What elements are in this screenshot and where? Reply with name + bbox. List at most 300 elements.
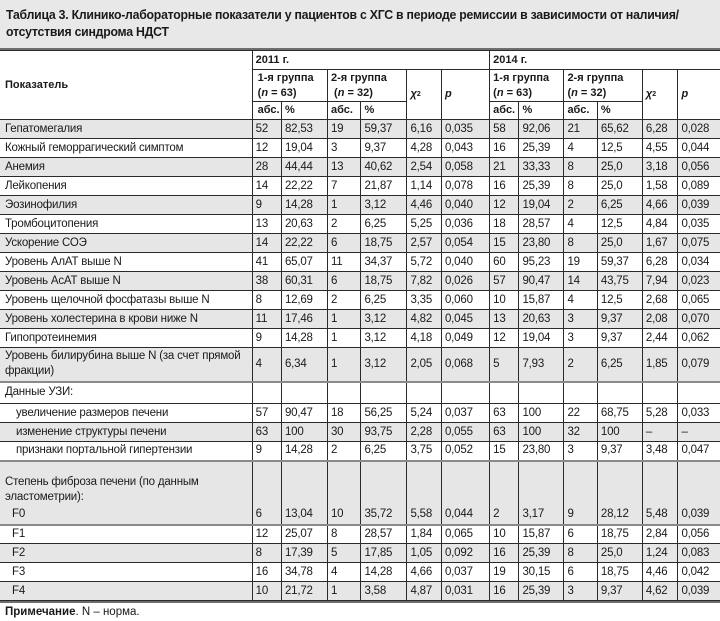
row-label: Уровень билирубина выше N (за счет прямой фракции) [0,348,252,382]
cell-chi2-2014: 4,55 [642,139,678,158]
cell-pct-2014-group1: 25,39 [519,544,564,563]
cell-pct-2011-group1: 19,04 [281,139,327,158]
cell-p-2011 [441,382,489,404]
cell-p-2014: 0,034 [678,253,720,272]
cell-abs-2011-group1: 41 [252,253,281,272]
cell-abs-2011-group1: 10 [252,582,281,601]
cell-pct-2011-group2: 17,85 [361,544,407,563]
cell-chi2-2011: 5,72 [407,253,442,272]
cell-chi2-2011 [407,382,442,404]
cell-p-2011: 0,078 [441,177,489,196]
cell-p-2011: 0,045 [441,310,489,329]
cell-pct-2011-group2: 59,37 [361,120,407,139]
group2-n: (n = 32) [334,86,373,99]
cell-abs-2014-group1: 19 [490,563,519,582]
cell-pct-2011-group1: 14,28 [281,329,327,348]
cell-pct-2011-group2: 6,25 [361,442,407,461]
cell-abs-2014-group1: 16 [490,582,519,601]
cell-pct-2011-group2 [361,382,407,404]
cell-pct-2014-group1: 33,33 [519,158,564,177]
row-label: увеличение размеров печени [0,404,252,423]
cell-abs-2014-group1: 63 [490,404,519,423]
cell-abs-2011-group2: 19 [327,120,360,139]
cell-pct-2011-group1: 14,28 [281,442,327,461]
table-row [0,139,720,158]
cell-p-2014: 0,044 [678,139,720,158]
abs-header: абс. [327,102,360,120]
table-header [0,51,720,120]
cell-pct-2011-group2: 34,37 [361,253,407,272]
table-row [0,272,720,291]
cell-chi2-2011: 2,28 [407,423,442,442]
cell-chi2-2014: 4,62 [642,582,678,601]
note-text: . N – норма. [75,606,140,618]
cell-abs-2011-group1 [252,382,281,404]
cell-pct-2014-group2: 68,75 [597,404,642,423]
cell-chi2-2011: 4,87 [407,582,442,601]
table-row [0,177,720,196]
cell-pct-2014-group2: 59,37 [597,253,642,272]
cell-chi2-2011: 5,25 [407,215,442,234]
cell-abs-2014-group2: 6 [564,525,597,544]
cell-p-2014: 0,039 [678,196,720,215]
cell-chi2-2011: 6,16 [407,120,442,139]
cell-pct-2014-group1: 25,39 [519,582,564,601]
row-label: Ускорение СОЭ [0,234,252,253]
cell-pct-2014-group2: 12,5 [597,291,642,310]
cell-abs-2011-group2: 1 [327,329,360,348]
cell-chi2-2014 [642,382,678,404]
cell-chi2-2014: 4,46 [642,563,678,582]
row-label: признаки портальной гипертензии [0,442,252,461]
cell-abs-2011-group2: 2 [327,442,360,461]
cell-p-2011: 0,031 [441,582,489,601]
cell-pct-2011-group1: 17,46 [281,310,327,329]
cell-value: 6 [252,461,281,525]
cell-value: 5,58 [407,461,442,525]
cell-chi2-2014: 5,28 [642,404,678,423]
cell-value: 5,48 [642,461,678,525]
cell-abs-2011-group1: 12 [252,525,281,544]
cell-abs-2014-group1: 63 [490,423,519,442]
cell-pct-2014-group2: 9,37 [597,310,642,329]
cell-pct-2011-group2: 3,12 [361,310,407,329]
cell-abs-2011-group2: 5 [327,544,360,563]
cell-abs-2011-group1: 52 [252,120,281,139]
cell-chi2-2011: 2,54 [407,158,442,177]
chi2-2011-header [407,70,442,120]
cell-chi2-2011: 5,24 [407,404,442,423]
cell-abs-2014-group2: 14 [564,272,597,291]
table-row [0,563,720,582]
cell-pct-2011-group1: 65,07 [281,253,327,272]
cell-chi2-2011: 4,46 [407,196,442,215]
cell-abs-2011-group1: 14 [252,177,281,196]
cell-pct-2011-group2: 40,62 [361,158,407,177]
cell-pct-2011-group2: 18,75 [361,234,407,253]
cell-abs-2014-group2: 3 [564,582,597,601]
p-2011-header: p [441,70,489,120]
cell-p-2011: 0,037 [441,563,489,582]
row-label: Данные УЗИ: [0,382,252,404]
cell-abs-2011-group1: 57 [252,404,281,423]
cell-abs-2011-group1: 13 [252,215,281,234]
table-title: Таблица 3. Клинико-лабораторные показатели у пациентов с ХГС в периоде ремиссии в зависимости от наличия/отсутствия синдрома НДСТ [6,7,679,39]
cell-pct-2014-group2: 43,75 [597,272,642,291]
cell-abs-2014-group1: 10 [490,291,519,310]
cell-value: 35,72 [361,461,407,525]
cell-p-2014: 0,089 [678,177,720,196]
chi2-symbol: χ [410,88,417,100]
table-row [0,291,720,310]
cell-abs-2011-group2 [327,382,360,404]
cell-pct-2014-group2 [597,382,642,404]
cell-chi2-2011: 1,05 [407,544,442,563]
cell-abs-2014-group2: 22 [564,404,597,423]
cell-p-2014: 0,028 [678,120,720,139]
group1-2014-header [490,70,564,102]
cell-pct-2011-group2: 6,25 [361,215,407,234]
row-label: Гепатомегалия [0,120,252,139]
cell-pct-2014-group1: 92,06 [519,120,564,139]
cell-p-2011: 0,040 [441,196,489,215]
cell-abs-2014-group1: 10 [490,525,519,544]
table-row [0,442,720,461]
cell-pct-2014-group1: 23,80 [519,442,564,461]
pct-header: % [361,102,407,120]
cell-abs-2014-group2: 19 [564,253,597,272]
cell-abs-2014-group1: 16 [490,544,519,563]
row-label: F2 [0,544,252,563]
cell-pct-2014-group2: 6,25 [597,196,642,215]
group2-label: 2-я группа [330,71,387,84]
cell-chi2-2011: 4,28 [407,139,442,158]
cell-abs-2011-group1: 16 [252,563,281,582]
cell-p-2014: 0,056 [678,525,720,544]
table-row [0,348,720,382]
cell-value: 2 [490,461,519,525]
group2-label: 2-я группа [567,71,624,84]
cell-p-2011: 0,040 [441,253,489,272]
note-label: Примечание [5,606,76,618]
cell-pct-2014-group1: 28,57 [519,215,564,234]
cell-abs-2014-group1: 60 [490,253,519,272]
cell-pct-2014-group2: 18,75 [597,525,642,544]
cell-abs-2011-group2: 30 [327,423,360,442]
cell-pct-2011-group1: 82,53 [281,120,327,139]
cell-p-2011: 0,092 [441,544,489,563]
cell-chi2-2014: 2,84 [642,525,678,544]
cell-p-2014: 0,042 [678,563,720,582]
chi2-symbol: χ [645,88,653,100]
cell-value: 0,044 [441,461,489,525]
cell-abs-2011-group1: 63 [252,423,281,442]
cell-chi2-2014: 1,24 [642,544,678,563]
cell-p-2014: 0,023 [678,272,720,291]
row-label: изменение структуры печени [0,423,252,442]
group2-2014-header [564,70,642,102]
cell-value: 9 [564,461,597,525]
cell-chi2-2014: 4,66 [642,196,678,215]
table-note [0,601,720,621]
table-row [0,120,720,139]
cell-abs-2011-group1: 4 [252,348,281,382]
cell-abs-2011-group2: 6 [327,234,360,253]
cell-pct-2014-group2: 9,37 [597,329,642,348]
cell-p-2011: 0,036 [441,215,489,234]
cell-pct-2011-group1: 22,22 [281,177,327,196]
row-label: Кожный геморрагический симптом [0,139,252,158]
cell-pct-2014-group2: 65,62 [597,120,642,139]
cell-p-2011: 0,060 [441,291,489,310]
cell-pct-2014-group2: 25,0 [597,234,642,253]
cell-pct-2014-group1 [519,382,564,404]
cell-p-2011: 0,054 [441,234,489,253]
cell-abs-2014-group2: 8 [564,234,597,253]
table-row [0,382,720,404]
cell-p-2014: 0,056 [678,158,720,177]
cell-p-2014: 0,070 [678,310,720,329]
cell-abs-2014-group1: 12 [490,329,519,348]
year-2011-header: 2011 г. [252,51,490,70]
cell-pct-2014-group1: 19,04 [519,196,564,215]
table-row [0,404,720,423]
chi2-2014-header [642,70,678,120]
cell-pct-2011-group2: 3,12 [361,329,407,348]
cell-pct-2014-group2: 25,0 [597,158,642,177]
row-label: Лейкопения [0,177,252,196]
cell-pct-2014-group2: 12,5 [597,139,642,158]
cell-p-2014: 0,075 [678,234,720,253]
cell-pct-2014-group1: 100 [519,423,564,442]
cell-chi2-2011: 3,75 [407,442,442,461]
cell-pct-2011-group1: 25,07 [281,525,327,544]
cell-chi2-2014: 1,85 [642,348,678,382]
cell-abs-2011-group2: 3 [327,139,360,158]
cell-p-2011: 0,068 [441,348,489,382]
cell-chi2-2014: 1,67 [642,234,678,253]
cell-value: 10 [327,461,360,525]
cell-chi2-2011: 3,35 [407,291,442,310]
cell-p-2011: 0,065 [441,525,489,544]
row-label [0,461,252,525]
cell-abs-2011-group1: 9 [252,329,281,348]
cell-p-2011: 0,058 [441,158,489,177]
cell-pct-2014-group2: 25,0 [597,177,642,196]
table-row [0,461,720,525]
cell-pct-2014-group1: 25,39 [519,177,564,196]
cell-pct-2011-group2: 3,12 [361,348,407,382]
cell-abs-2011-group1: 12 [252,139,281,158]
cell-pct-2014-group2: 9,37 [597,442,642,461]
cell-pct-2011-group1: 14,28 [281,196,327,215]
cell-value: 3,17 [519,461,564,525]
cell-abs-2011-group1: 8 [252,291,281,310]
cell-abs-2014-group1: 16 [490,139,519,158]
cell-chi2-2011: 1,14 [407,177,442,196]
cell-p-2014: – [678,423,720,442]
cell-p-2011: 0,049 [441,329,489,348]
cell-abs-2014-group1: 57 [490,272,519,291]
cell-pct-2011-group1: 60,31 [281,272,327,291]
cell-p-2011: 0,043 [441,139,489,158]
table-row [0,582,720,601]
table-row [0,544,720,563]
cell-p-2014 [678,382,720,404]
table-row [0,525,720,544]
row-label: Уровень АлАТ выше N [0,253,252,272]
cell-chi2-2011: 2,57 [407,234,442,253]
cell-chi2-2014: 4,84 [642,215,678,234]
cell-p-2011: 0,052 [441,442,489,461]
table-row [0,329,720,348]
cell-pct-2011-group2: 93,75 [361,423,407,442]
row-label: Анемия [0,158,252,177]
cell-pct-2011-group1: 12,69 [281,291,327,310]
cell-pct-2011-group1: 100 [281,423,327,442]
table-row [0,423,720,442]
cell-abs-2014-group1: 5 [490,348,519,382]
row-label: Гипопротеинемия [0,329,252,348]
cell-abs-2014-group1: 21 [490,158,519,177]
cell-chi2-2014: 6,28 [642,253,678,272]
cell-pct-2014-group2: 9,37 [597,582,642,601]
cell-p-2014: 0,047 [678,442,720,461]
cell-abs-2014-group1: 15 [490,234,519,253]
cell-pct-2014-group1: 90,47 [519,272,564,291]
cell-value: 0,039 [678,461,720,525]
cell-abs-2014-group1: 12 [490,196,519,215]
cell-pct-2014-group2: 6,25 [597,348,642,382]
cell-pct-2014-group2: 18,75 [597,563,642,582]
cell-p-2014: 0,039 [678,582,720,601]
group1-n: (n = 63) [493,86,533,99]
cell-pct-2011-group2: 21,87 [361,177,407,196]
group2-n: (n = 32) [567,86,607,99]
cell-abs-2014-group2: 8 [564,158,597,177]
cell-abs-2011-group2: 2 [327,291,360,310]
cell-chi2-2014: 2,68 [642,291,678,310]
cell-abs-2011-group2: 8 [327,525,360,544]
cell-value: 13,04 [281,461,327,525]
cell-value: 28,12 [597,461,642,525]
cell-pct-2014-group1: 30,15 [519,563,564,582]
cell-p-2011: 0,055 [441,423,489,442]
cell-abs-2014-group2: 6 [564,563,597,582]
cell-abs-2011-group2: 11 [327,253,360,272]
cell-pct-2011-group1 [281,382,327,404]
cell-abs-2014-group2: 8 [564,177,597,196]
row-label: Уровень холестерина в крови ниже N [0,310,252,329]
table-row [0,158,720,177]
cell-p-2011: 0,026 [441,272,489,291]
cell-pct-2011-group2: 9,37 [361,139,407,158]
cell-pct-2011-group1: 90,47 [281,404,327,423]
fibrosis-grade-label: F0 [12,507,26,520]
cell-abs-2014-group2: 3 [564,310,597,329]
cell-p-2014: 0,035 [678,215,720,234]
cell-pct-2011-group1: 21,72 [281,582,327,601]
cell-pct-2014-group1: 23,80 [519,234,564,253]
cell-abs-2011-group1: 28 [252,158,281,177]
cell-abs-2011-group2: 2 [327,215,360,234]
cell-pct-2014-group1: 100 [519,404,564,423]
pct-header: % [281,102,327,120]
cell-p-2014: 0,065 [678,291,720,310]
cell-abs-2014-group1: 16 [490,177,519,196]
cell-chi2-2011: 1,84 [407,525,442,544]
cell-pct-2014-group2: 12,5 [597,215,642,234]
cell-abs-2014-group1: 18 [490,215,519,234]
table-row [0,215,720,234]
cell-chi2-2014: 1,58 [642,177,678,196]
cell-pct-2014-group1: 20,63 [519,310,564,329]
cell-pct-2011-group1: 20,63 [281,215,327,234]
cell-p-2014: 0,079 [678,348,720,382]
row-label: F3 [0,563,252,582]
cell-abs-2011-group1: 38 [252,272,281,291]
fibrosis-section-label: Степень фиброза печени (по данным эластометрии): [5,475,199,503]
cell-pct-2014-group1: 15,87 [519,525,564,544]
cell-abs-2014-group2 [564,382,597,404]
cell-pct-2011-group1: 22,22 [281,234,327,253]
cell-abs-2011-group2: 1 [327,582,360,601]
cell-abs-2011-group2: 1 [327,310,360,329]
cell-chi2-2011: 4,66 [407,563,442,582]
cell-abs-2014-group2: 2 [564,196,597,215]
clinical-lab-table [0,50,720,601]
cell-p-2014: 0,062 [678,329,720,348]
chi2-superscript: 2 [652,91,657,98]
cell-pct-2011-group2: 28,57 [361,525,407,544]
cell-pct-2014-group1: 95,23 [519,253,564,272]
cell-chi2-2011: 2,05 [407,348,442,382]
table-body [0,120,720,601]
cell-abs-2014-group1 [490,382,519,404]
cell-p-2014: 0,033 [678,404,720,423]
cell-pct-2014-group2: 25,0 [597,544,642,563]
year-2014-header: 2014 г. [490,51,720,70]
cell-abs-2014-group2: 2 [564,348,597,382]
cell-abs-2011-group1: 11 [252,310,281,329]
cell-pct-2011-group1: 34,78 [281,563,327,582]
pct-header: % [597,102,642,120]
cell-pct-2014-group1: 15,87 [519,291,564,310]
cell-p-2011: 0,035 [441,120,489,139]
cell-chi2-2014: 3,18 [642,158,678,177]
group2-2011-header [327,70,407,102]
indicator-header: Показатель [0,51,252,120]
group1-n: (n = 63) [257,86,297,99]
pct-header: % [519,102,564,120]
cell-abs-2014-group2: 21 [564,120,597,139]
cell-abs-2014-group1: 13 [490,310,519,329]
cell-p-2011: 0,037 [441,404,489,423]
cell-pct-2011-group2: 3,12 [361,196,407,215]
cell-abs-2014-group2: 8 [564,544,597,563]
cell-chi2-2011: 4,82 [407,310,442,329]
cell-chi2-2011: 7,82 [407,272,442,291]
cell-pct-2014-group1: 25,39 [519,139,564,158]
cell-pct-2011-group1: 17,39 [281,544,327,563]
row-label: Эозинофилия [0,196,252,215]
table-caption [0,0,720,50]
cell-chi2-2014: 2,08 [642,310,678,329]
table-row [0,234,720,253]
group1-2011-header [252,70,327,102]
group1-label: 1-я группа [493,71,550,84]
cell-pct-2011-group1: 44,44 [281,158,327,177]
